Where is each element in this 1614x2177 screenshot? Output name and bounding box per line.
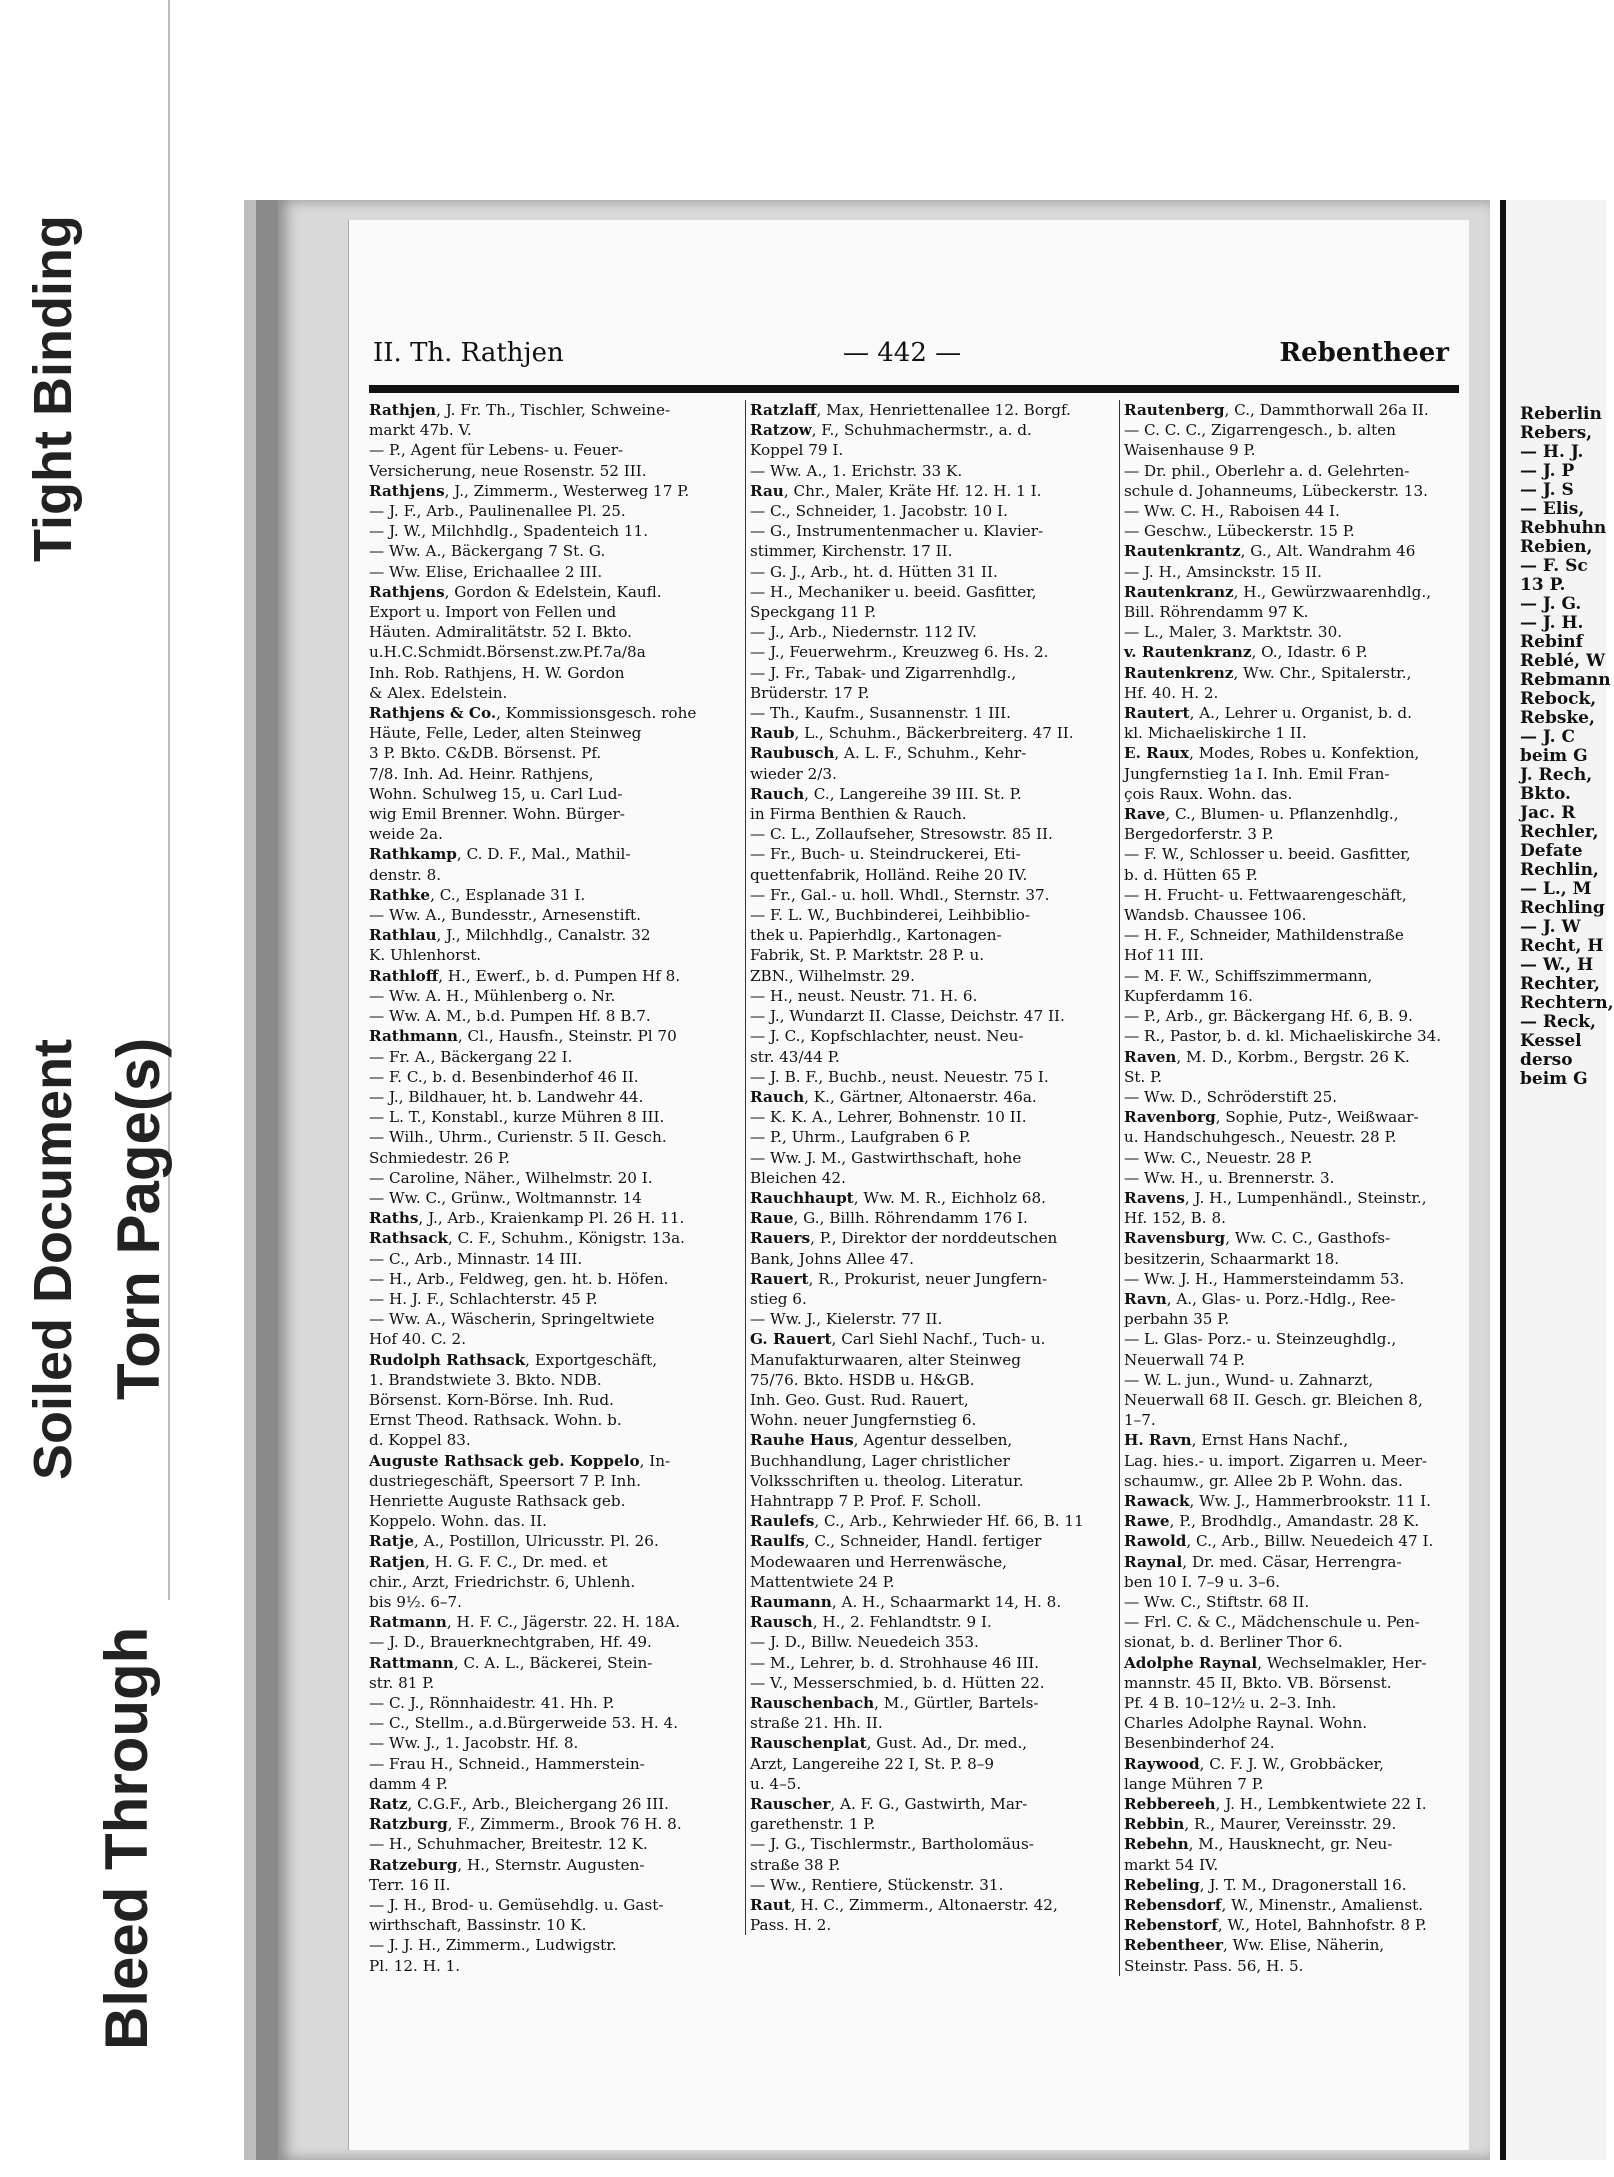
directory-entry-line: u.H.C.Schmidt.Börsenst.zw.Pf.7a/8a [369, 643, 646, 662]
facing-page-line: — L., M [1520, 879, 1592, 899]
soiled-document-label: Soiled Document [23, 1038, 83, 1480]
directory-entry-line: Rautert, A., Lehrer u. Organist, b. d. [1124, 704, 1412, 723]
directory-entry-line: Inh. Rob. Rathjens, H. W. Gordon [369, 663, 625, 682]
directory-entry-line: Rathmann, Cl., Hausfn., Steinstr. Pl 70 [369, 1027, 677, 1046]
facing-page-line: — J. G. [1520, 594, 1582, 614]
directory-entry-line: — C., Schneider, 1. Jacobstr. 10 I. [750, 502, 1008, 521]
facing-page-line: Rebmann [1520, 670, 1611, 690]
directory-entry-line: Adolphe Raynal, Wechselmakler, Her- [1124, 1653, 1427, 1672]
directory-entry-line: Hahntrapp 7 P. Prof. F. Scholl. [750, 1491, 982, 1510]
directory-entry-line: — Ww. C., Grünw., Woltmannstr. 14 [369, 1188, 642, 1207]
directory-entry-line: — Ww. C. H., Raboisen 44 I. [1124, 502, 1340, 521]
directory-entry-line: — Ww., Rentiere, Stückenstr. 31. [750, 1875, 1004, 1894]
directory-entry-line: bis 9½. 6–7. [369, 1592, 462, 1611]
directory-entry-line: — Dr. phil., Oberlehr a. d. Gelehrten- [1124, 461, 1410, 480]
directory-entry-line: Pf. 4 B. 10–12½ u. 2–3. Inh. [1124, 1694, 1337, 1712]
directory-entry-line: — Ww. C., Neuestr. 28 P. [1124, 1148, 1313, 1167]
facing-page-line: Recht, H [1520, 936, 1604, 956]
directory-entry-line: — Ww. A., Bundesstr., Arnesenstift. [369, 906, 641, 925]
directory-entry-line: — Geschw., Lübeckerstr. 15 P. [1124, 522, 1355, 541]
directory-entry-line: Koppel 79 I. [750, 441, 844, 460]
directory-entry-line: Lag. hies.- u. import. Zigarren u. Meer- [1124, 1451, 1427, 1470]
page-header [373, 338, 1449, 378]
directory-entry-line: Fabrik, St. P. Marktstr. 28 P. u. [750, 946, 985, 965]
directory-entry-line: Ravenborg, Sophie, Putz-, Weißwaar- [1124, 1108, 1419, 1127]
directory-entry-line: Ernst Theod. Rathsack. Wohn. b. [369, 1411, 622, 1430]
directory-entry-line: Auguste Rathsack geb. Koppelo, In- [369, 1451, 671, 1470]
directory-entry-line: Rautenkrenz, Ww. Chr., Spitalerstr., [1124, 663, 1412, 682]
directory-entry-line: — J., Bildhauer, ht. b. Landwehr 44. [369, 1087, 644, 1106]
directory-entry-line: Buchhandlung, Lager christlicher [750, 1451, 1010, 1470]
directory-entry-line: str. 43/44 P. [750, 1047, 840, 1066]
directory-entry-line: — J. G., Tischlermstr., Bartholomäus- [750, 1835, 1034, 1854]
directory-entry-line: — Ww. A. M., b.d. Pumpen Hf. 8 B.7. [369, 1007, 651, 1026]
directory-entry-line: — F. W., Schlosser u. beeid. Gasfitter, [1124, 845, 1411, 864]
directory-entry-line: Henriette Auguste Rathsack geb. [369, 1491, 626, 1510]
directory-entry-line: Charles Adolphe Raynal. Wohn. [1124, 1714, 1368, 1733]
directory-entry-line: Raynal, Dr. med. Cäsar, Herrengra- [1124, 1552, 1402, 1571]
facing-page-line: Rebhuhn [1520, 518, 1607, 538]
directory-entry-line: — Ww. J. H., Hammersteindamm 53. [1124, 1269, 1405, 1288]
directory-entry-line: — H. Frucht- u. Fettwaarengeschäft, [1124, 885, 1407, 904]
directory-entry-line: Rauschenbach, M., Gürtler, Bartels- [750, 1694, 1039, 1712]
directory-entry-line: — F. C., b. d. Besenbinderhof 46 II. [369, 1067, 639, 1086]
facing-page-line: — Reck, [1520, 1012, 1596, 1032]
directory-entry-line: denstr. 8. [369, 865, 442, 884]
directory-entry-line: Rauhe Haus, Agentur desselben, [750, 1431, 1013, 1450]
facing-page-line: Defate [1520, 841, 1583, 861]
directory-entry-line: Rauscher, A. F. G., Gastwirth, Mar- [750, 1795, 1028, 1814]
directory-entry-line: — V., Messerschmied, b. d. Hütten 22. [750, 1673, 1045, 1692]
directory-entry-line: Ratje, A., Postillon, Ulricusstr. Pl. 26. [369, 1532, 659, 1551]
directory-entry-line: Arzt, Langereihe 22 I, St. P. 8–9 [750, 1754, 995, 1773]
directory-entry-line: Rebeling, J. T. M., Dragonerstall 16. [1124, 1875, 1407, 1894]
header-left: II. Th. Rathjen [373, 338, 564, 368]
facing-page-line: — Elis, [1520, 499, 1585, 519]
directory-entry-line: Rautenberg, C., Dammthorwall 26a II. [1124, 401, 1429, 419]
directory-entry-line: — Caroline, Näher., Wilhelmstr. 20 I. [369, 1168, 653, 1187]
directory-entry-line: u. 4–5. [750, 1774, 802, 1793]
facing-page-line: Rechler, [1520, 822, 1599, 842]
directory-entry-line: wig Emil Brenner. Wohn. Bürger- [369, 805, 625, 824]
directory-entry-line: — C., Stellm., a.d.Bürgerweide 53. H. 4. [369, 1714, 679, 1733]
directory-entry-line: Ratzow, F., Schuhmachermstr., a. d. [750, 421, 1032, 440]
directory-entry-line: Ravensburg, Ww. C. C., Gasthofs- [1124, 1229, 1391, 1248]
facing-page-line: — J. P [1520, 461, 1575, 481]
facing-page-line: Rebock, [1520, 689, 1597, 709]
directory-entry-line: Rave, C., Blumen- u. Pflanzenhdlg., [1124, 805, 1399, 824]
directory-entry-line: — L. Glas- Porz.- u. Steinzeughdlg., [1124, 1330, 1397, 1349]
directory-entry-line: straße 38 P. [750, 1855, 841, 1874]
directory-entry-line: Besenbinderhof 24. [1124, 1734, 1275, 1753]
facing-page-line: 13 P. [1520, 575, 1566, 595]
directory-entry-line: — Ww. J., Kielerstr. 77 II. [750, 1310, 943, 1329]
directory-entry-line: Ravens, J. H., Lumpenhändl., Steinstr., [1124, 1188, 1427, 1207]
directory-entry-line: Rauers, P., Direktor der norddeutschen [750, 1229, 1058, 1248]
directory-entry-line: — Ww. H., u. Brennerstr. 3. [1124, 1168, 1335, 1187]
directory-entry-line: Rawack, Ww. J., Hammerbrookstr. 11 I. [1124, 1491, 1431, 1510]
directory-entry-line: Rathsack, C. F., Schuhm., Königstr. 13a. [369, 1229, 686, 1248]
directory-entry-line: d. Koppel 83. [369, 1431, 471, 1450]
directory-entry-line: G. Rauert, Carl Siehl Nachf., Tuch- u. [750, 1330, 1046, 1349]
directory-entry-line: — J., Arb., Niedernstr. 112 IV. [750, 623, 977, 642]
directory-entry-line: Rattmann, C. A. L., Bäckerei, Stein- [369, 1653, 653, 1672]
directory-entry-line: — J. F., Arb., Paulinenallee Pl. 25. [369, 502, 626, 521]
directory-entry-line: Rathloff, H., Ewerf., b. d. Pumpen Hf 8. [369, 966, 681, 985]
directory-entry-line: Bergedorferstr. 3 P. [1124, 825, 1274, 844]
directory-entry-line: & Alex. Edelstein. [369, 683, 508, 702]
directory-entry-line: Raulefs, C., Arb., Kehrwieder Hf. 66, B. 11 [750, 1512, 1084, 1531]
directory-entry-line: u. Handschuhgesch., Neuestr. 28 P. [1124, 1128, 1397, 1147]
facing-page-line: Reberlin [1520, 404, 1602, 424]
directory-entry-line: schule d. Johanneums, Lübeckerstr. 13. [1124, 481, 1428, 500]
directory-entry-line: — J. W., Milchhdlg., Spadenteich 11. [369, 522, 649, 541]
directory-entry-line: markt 47b. V. [369, 421, 472, 440]
directory-entry-line: — L. T., Konstabl., kurze Mühren 8 III. [369, 1108, 665, 1127]
directory-entry-line: Raut, H. C., Zimmerm., Altonaerstr. 42, [750, 1896, 1058, 1915]
header-right: Rebentheer [1279, 338, 1449, 368]
directory-entry-line: Rebbin, R., Maurer, Vereinsstr. 29. [1124, 1815, 1397, 1834]
facing-page-line: beim G [1520, 746, 1588, 766]
directory-entry-line: çois Raux. Wohn. das. [1124, 784, 1293, 803]
column-1 [369, 400, 737, 1976]
directory-entry-line: Rauch, K., Gärtner, Altonaerstr. 46a. [750, 1087, 1037, 1106]
directory-entry-line: garethenstr. 1 P. [750, 1815, 876, 1834]
directory-entry-line: — H., Mechaniker u. beeid. Gasfitter, [750, 582, 1037, 601]
directory-entry-line: St. P. [1124, 1067, 1163, 1086]
directory-entry-line: Rathke, C., Esplanade 31 I. [369, 885, 586, 904]
directory-entry-line: stieg 6. [750, 1289, 807, 1308]
directory-entry-line: Häuten. Admiralitätstr. 52 I. Bkto. [369, 623, 632, 642]
directory-entry-line: Rathkamp, C. D. F., Mal., Mathil- [369, 845, 631, 864]
directory-entry-line: — R., Pastor, b. d. kl. Michaeliskirche 34. [1124, 1027, 1442, 1046]
directory-entry-line: ben 10 I. 7–9 u. 3–6. [1124, 1572, 1281, 1591]
directory-entry-line: damm 4 P. [369, 1774, 448, 1793]
directory-entry-line: — Th., Kaufm., Susannenstr. 1 III. [750, 704, 1011, 723]
facing-page-line: Rechlin, [1520, 860, 1599, 880]
directory-entry-line: Pass. H. 2. [750, 1916, 832, 1935]
bleed-through-label: Bleed Through [93, 1626, 160, 2050]
directory-entry-line: lange Mühren 7 P. [1124, 1774, 1264, 1793]
directory-entry-line: Rebentheer, Ww. Elise, Näherin, [1124, 1936, 1385, 1955]
directory-entry-line: Waisenhause 9 P. [1124, 441, 1256, 460]
directory-entry-line: Neuerwall 68 II. Gesch. gr. Bleichen 8, [1124, 1390, 1423, 1409]
directory-entry-line: — Ww. D., Schröderstift 25. [1124, 1087, 1338, 1106]
directory-entry-line: Brüderstr. 17 P. [750, 683, 870, 702]
directory-entry-line: 3 P. Bkto. C&DB. Börsenst. Pf. [369, 744, 602, 763]
directory-entry-line: — J. Fr., Tabak- und Zigarrenhdlg., [750, 663, 1017, 682]
directory-entry-line: Börsenst. Korn-Börse. Inh. Rud. [369, 1390, 614, 1409]
directory-entry-line: Schmiedestr. 26 P. [369, 1148, 510, 1167]
directory-entry-line: — Fr., Gal.- u. holl. Whdl., Sternstr. 37. [750, 885, 1050, 904]
directory-entry-line: — H., Arb., Feldweg, gen. ht. b. Höfen. [369, 1269, 669, 1288]
directory-entry-line: quettenfabrik, Holländ. Reihe 20 IV. [750, 865, 1028, 884]
directory-entry-line: 75/76. Bkto. HSDB u. H&GB. [750, 1370, 975, 1389]
directory-entry-line: str. 81 P. [369, 1673, 435, 1692]
directory-entry-line: — J., Feuerwehrm., Kreuzweg 6. Hs. 2. [750, 643, 1049, 662]
page-number: — 442 — [843, 338, 962, 368]
directory-entry-line: — J. D., Billw. Neuedeich 353. [750, 1633, 979, 1652]
directory-entry-line: wirthschaft, Bassinstr. 10 K. [369, 1916, 587, 1935]
directory-entry-line: mannstr. 45 II, Bkto. VB. Börsenst. [1124, 1673, 1392, 1692]
directory-entry-line: Jungfernstieg 1a I. Inh. Emil Fran- [1124, 764, 1390, 783]
directory-entry-line: — Ww. J., 1. Jacobstr. Hf. 8. [369, 1734, 579, 1753]
directory-entry-line: Ratmann, H. F. C., Jägerstr. 22. H. 18A. [369, 1613, 681, 1632]
directory-entry-line: Hof 40. C. 2. [369, 1330, 467, 1349]
facing-page-line: Rebske, [1520, 708, 1595, 728]
directory-entry-line: besitzerin, Schaarmarkt 18. [1124, 1249, 1340, 1268]
directory-entry-line: Steinstr. Pass. 56, H. 5. [1124, 1956, 1304, 1975]
directory-entry-line: — L., Maler, 3. Marktstr. 30. [1124, 623, 1343, 642]
facing-page-line: Jac. R [1520, 803, 1576, 823]
facing-page-line: — J. C [1520, 727, 1576, 747]
directory-entry-line: dustriegeschäft, Speersort 7 P. Inh. [369, 1471, 641, 1490]
directory-entry-line: Raulfs, C., Schneider, Handl. fertiger [750, 1532, 1042, 1551]
directory-entry-line: Raywood, C. F. J. W., Grobbäcker, [1124, 1754, 1384, 1773]
directory-entry-line: Wandsb. Chaussee 106. [1124, 906, 1307, 925]
directory-entry-line: Rathlau, J., Milchhdlg., Canalstr. 32 [369, 926, 651, 945]
directory-entry-line: — J. B. F., Buchb., neust. Neuestr. 75 I. [750, 1067, 1049, 1086]
directory-entry-line: Rau, Chr., Maler, Kräte Hf. 12. H. 1 I. [750, 481, 1042, 500]
directory-entry-line: Mattentwiete 24 P. [750, 1572, 895, 1591]
facing-page-line: Rebinf [1520, 632, 1583, 652]
directory-entry-line: — J., Wundarzt II. Classe, Deichstr. 47 II. [750, 1007, 1065, 1026]
facing-page-line: Rebers, [1520, 423, 1593, 443]
directory-entry-line: Wohn. neuer Jungfernstieg 6. [750, 1411, 977, 1430]
directory-entry-line: — W. L. jun., Wund- u. Zahnarzt, [1124, 1370, 1374, 1389]
directory-entry-line: — Wilh., Uhrm., Curienstr. 5 II. Gesch. [369, 1128, 667, 1147]
directory-entry-line: markt 54 IV. [1124, 1855, 1219, 1874]
tight-binding-label: Tight Binding [23, 215, 83, 562]
directory-entry-line: — H. F., Schneider, Mathildenstraße [1124, 926, 1404, 945]
directory-entry-line: Raven, M. D., Korbm., Bergstr. 26 K. [1124, 1047, 1410, 1066]
header-rule [369, 385, 1459, 393]
facing-page-line: — H. J. [1520, 442, 1584, 462]
directory-entry-line: Rebbereeh, J. H., Lembkentwiete 22 I. [1124, 1795, 1427, 1814]
directory-entry-line: Hf. 152, B. 8. [1124, 1209, 1226, 1228]
directory-entry-line: — Ww. A., 1. Erichstr. 33 K. [750, 461, 963, 480]
directory-entry-line: — Fr., Buch- u. Steindruckerei, Eti- [750, 845, 1021, 864]
directory-entry-line: — Ww. J. M., Gastwirthschaft, hohe [750, 1148, 1022, 1167]
directory-entry-line: Bleichen 42. [750, 1168, 846, 1187]
directory-entry-line: — J. C., Kopfschlachter, neust. Neu- [750, 1027, 1024, 1046]
directory-entry-line: straße 21. Hh. II. [750, 1714, 883, 1733]
directory-entry-line: Ratzburg, F., Zimmerm., Brook 76 H. 8. [369, 1815, 682, 1834]
directory-entry-line: Ratzlaff, Max, Henriettenallee 12. Borgf. [750, 401, 1071, 419]
facing-page-line: — J. S [1520, 480, 1574, 500]
directory-entry-line: — C. J., Rönnhaidestr. 41. Hh. P. [369, 1694, 615, 1712]
column-3 [1119, 400, 1474, 1976]
directory-entry-line: Raub, L., Schuhm., Bäckerbreiterg. 47 II. [750, 724, 1074, 743]
directory-entry-line: — G., Instrumentenmacher u. Klavier- [750, 522, 1044, 541]
directory-entry-line: 7/8. Inh. Ad. Heinr. Rathjens, [369, 764, 594, 783]
directory-entry-line: Terr. 16 II. [369, 1875, 451, 1894]
directory-entry-line: — K. K. A., Lehrer, Bohnenstr. 10 II. [750, 1108, 1027, 1127]
facing-page-line: Rebien, [1520, 537, 1593, 557]
book-page [278, 200, 1490, 2160]
directory-entry-line: Rebensdorf, W., Minenstr., Amalienst. [1124, 1896, 1424, 1915]
directory-entry-line: ZBN., Wilhelmstr. 29. [750, 966, 915, 985]
directory-entry-line: — J. H., Amsinckstr. 15 II. [1124, 562, 1322, 581]
directory-entry-line: in Firma Benthien & Rauch. [750, 805, 967, 824]
directory-entry-line: Wohn. Schulweg 15, u. Carl Lud- [369, 784, 623, 803]
directory-entry-line: — G. J., Arb., ht. d. Hütten 31 II. [750, 562, 998, 581]
directory-entry-line: Ratjen, H. G. F. C., Dr. med. et [369, 1552, 608, 1571]
directory-entry-line: Häute, Felle, Leder, alten Steinweg [369, 724, 642, 743]
directory-entry-line: Pl. 12. H. 1. [369, 1956, 461, 1975]
directory-entry-line: E. Raux, Modes, Robes u. Konfektion, [1124, 744, 1420, 763]
directory-entry-line: Rathjens, Gordon & Edelstein, Kaufl. [369, 582, 662, 601]
directory-entry-line: Modewaaren und Herrenwäsche, [750, 1552, 1007, 1571]
directory-entry-line: v. Rautenkranz, O., Idastr. 6 P. [1124, 643, 1368, 662]
directory-entry-line: — J. H., Brod- u. Gemüsehdlg. u. Gast- [369, 1896, 664, 1915]
directory-entry-line: K. Uhlenhorst. [369, 946, 482, 965]
directory-entry-line: — Frl. C. & C., Mädchenschule u. Pen- [1124, 1613, 1420, 1632]
facing-page-column [1520, 404, 1614, 1089]
directory-entry-line: wieder 2/3. [750, 764, 837, 783]
directory-entry-line: weide 2a. [369, 825, 443, 844]
directory-entry-line: Hf. 40. H. 2. [1124, 683, 1219, 702]
directory-entry-line: Raubusch, A. L. F., Schuhm., Kehr- [750, 744, 1027, 763]
directory-entry-line: — Ww. C., Stiftstr. 68 II. [1124, 1592, 1310, 1611]
directory-entry-line: 1–7. [1124, 1411, 1156, 1430]
directory-entry-line: perbahn 35 P. [1124, 1310, 1230, 1329]
facing-page-line: beim G [1520, 1069, 1588, 1089]
directory-entry-line: thek u. Papierhdlg., Kartonagen- [750, 926, 1002, 945]
directory-entry-line: — F. L. W., Buchbinderei, Leihbiblio- [750, 906, 1031, 925]
directory-entry-line: — C., Arb., Minnastr. 14 III. [369, 1249, 583, 1268]
facing-page-line: J. Rech, [1520, 765, 1593, 785]
directory-entry-line: — P., Uhrm., Laufgraben 6 P. [750, 1128, 971, 1147]
directory-entry-line: — M. F. W., Schiffszimmermann, [1124, 966, 1373, 985]
directory-entry-line: Rauert, R., Prokurist, neuer Jungfern- [750, 1269, 1048, 1288]
directory-entry-line: Rauch, C., Langereihe 39 III. St. P. [750, 784, 1022, 803]
page-content [348, 220, 1469, 2150]
facing-page-line: Rechter, [1520, 974, 1600, 994]
directory-entry-line: Bank, Johns Allee 47. [750, 1249, 914, 1268]
directory-entry-line: Export u. Import von Fellen und [369, 603, 617, 622]
directory-entry-line: Koppelo. Wohn. das. II. [369, 1512, 547, 1531]
directory-entry-line: — H. J. F., Schlachterstr. 45 P. [369, 1289, 598, 1308]
directory-entry-line: Rautenkranz, H., Gewürzwaarenhdlg., [1124, 582, 1432, 601]
directory-entry-line: Rebehn, M., Hausknecht, gr. Neu- [1124, 1835, 1393, 1854]
directory-entry-line: — C. L., Zollaufseher, Stresowstr. 85 II. [750, 825, 1053, 844]
directory-entry-line: kl. Michaeliskirche 1 II. [1124, 724, 1307, 743]
facing-page-line: Bkto. [1520, 784, 1571, 804]
directory-entry-line: Manufakturwaaren, alter Steinweg [750, 1350, 1021, 1369]
directory-entry-line: 1. Brandstwiete 3. Bkto. NDB. [369, 1370, 602, 1389]
directory-entry-line: Raumann, A. H., Schaarmarkt 14, H. 8. [750, 1592, 1062, 1611]
directory-entry-line: Ravn, A., Glas- u. Porz.-Hdlg., Ree- [1124, 1289, 1396, 1308]
directory-entry-line: Rathjen, J. Fr. Th., Tischler, Schweine- [369, 401, 671, 419]
directory-entry-line: — Frau H., Schneid., Hammerstein- [369, 1754, 645, 1773]
facing-page-line: derso [1520, 1050, 1573, 1070]
facing-page-line: — W., H [1520, 955, 1594, 975]
directory-entry-line: chir., Arzt, Friedrichstr. 6, Uhlenh. [369, 1572, 636, 1591]
facing-page [1500, 200, 1614, 2160]
directory-entry-line: Hof 11 III. [1124, 946, 1204, 965]
torn-pages-label: Torn Page(s) [105, 1037, 172, 1400]
directory-entry-line: Rebenstorf, W., Hotel, Bahnhofstr. 8 P. [1124, 1916, 1427, 1935]
directory-entry-line: Bill. Röhrendamm 97 K. [1124, 603, 1309, 622]
directory-entry-line: Speckgang 11 P. [750, 603, 877, 622]
column-2 [745, 400, 1118, 1935]
directory-entry-line: — Ww. A., Wäscherin, Springeltwiete [369, 1310, 655, 1329]
directory-entry-line: Rawe, P., Brodhdlg., Amandastr. 28 K. [1124, 1512, 1420, 1531]
directory-entry-line: — Fr. A., Bäckergang 22 I. [369, 1047, 573, 1066]
directory-entry-line: — H., neust. Neustr. 71. H. 6. [750, 986, 978, 1005]
facing-page-line: — J. H. [1520, 613, 1584, 633]
directory-entry-line: — M., Lehrer, b. d. Strohhause 46 III. [750, 1653, 1040, 1672]
directory-entry-line: Rauchhaupt, Ww. M. R., Eichholz 68. [750, 1188, 1046, 1207]
directory-entry-line: — J. J. H., Zimmerm., Ludwigstr. [369, 1936, 617, 1955]
directory-entry-line: — J. D., Brauerknechtgraben, Hf. 49. [369, 1633, 652, 1652]
directory-entry-line: Rauschenplat, Gust. Ad., Dr. med., [750, 1734, 1028, 1753]
directory-entry-line: — Ww. Elise, Erichaallee 2 III. [369, 562, 603, 581]
facing-page-line: Rechling [1520, 898, 1605, 918]
directory-entry-line: b. d. Hütten 65 P. [1124, 865, 1258, 884]
facing-page-line: Rechtern, [1520, 993, 1614, 1013]
directory-entry-line: Raths, J., Arb., Kraienkamp Pl. 26 H. 11. [369, 1209, 685, 1228]
directory-entry-line: — Ww. A. H., Mühlenberg o. Nr. [369, 986, 616, 1005]
directory-entry-line: Raue, G., Billh. Röhrendamm 176 I. [750, 1209, 1028, 1228]
facing-page-line: Reblé, W [1520, 651, 1606, 671]
directory-entry-line: Inh. Geo. Gust. Rud. Rauert, [750, 1390, 969, 1409]
directory-entry-line: — C. C. C., Zigarrengesch., b. alten [1124, 421, 1396, 440]
directory-entry-line: Rausch, H., 2. Fehlandtstr. 9 I. [750, 1613, 992, 1632]
directory-entry-line: stimmer, Kirchenstr. 17 II. [750, 542, 953, 561]
directory-entry-line: Kupferdamm 16. [1124, 986, 1253, 1005]
directory-entry-line: Rathjens, J., Zimmerm., Westerweg 17 P. [369, 481, 690, 500]
directory-entry-line: Rudolph Rathsack, Exportgeschäft, [369, 1350, 658, 1369]
directory-entry-line: Rautenkrantz, G., Alt. Wandrahm 46 [1124, 542, 1416, 561]
directory-entry-line: Rawold, C., Arb., Billw. Neuedeich 47 I. [1124, 1532, 1434, 1551]
directory-entry-line: Ratzeburg, H., Sternstr. Augusten- [369, 1855, 645, 1874]
directory-entry-line: H. Ravn, Ernst Hans Nachf., [1124, 1431, 1349, 1450]
directory-entry-line: Volksschriften u. theolog. Literatur. [750, 1471, 1024, 1490]
facing-page-line: Kessel [1520, 1031, 1582, 1051]
directory-entry-line: — Ww. A., Bäckergang 7 St. G. [369, 542, 606, 561]
directory-entry-line: sionat, b. d. Berliner Thor 6. [1124, 1633, 1343, 1652]
facing-page-line: — F. Sc [1520, 556, 1588, 576]
facing-page-line: — J. W [1520, 917, 1581, 937]
directory-entry-line: Neuerwall 74 P. [1124, 1350, 1246, 1369]
directory-entry-line: Versicherung, neue Rosenstr. 52 III. [369, 461, 647, 480]
directory-entry-line: Rathjens & Co., Kommissionsgesch. rohe [369, 704, 697, 723]
directory-entry-line: schaumw., gr. Allee 2b P. Wohn. das. [1124, 1471, 1403, 1490]
directory-entry-line: — H., Schuhmacher, Breitestr. 12 K. [369, 1835, 648, 1854]
directory-entry-line: — P., Arb., gr. Bäckergang Hf. 6, B. 9. [1124, 1007, 1413, 1026]
directory-entry-line: Ratz, C.G.F., Arb., Bleichergang 26 III. [369, 1795, 670, 1814]
directory-entry-line: — P., Agent für Lebens- u. Feuer- [369, 441, 624, 460]
